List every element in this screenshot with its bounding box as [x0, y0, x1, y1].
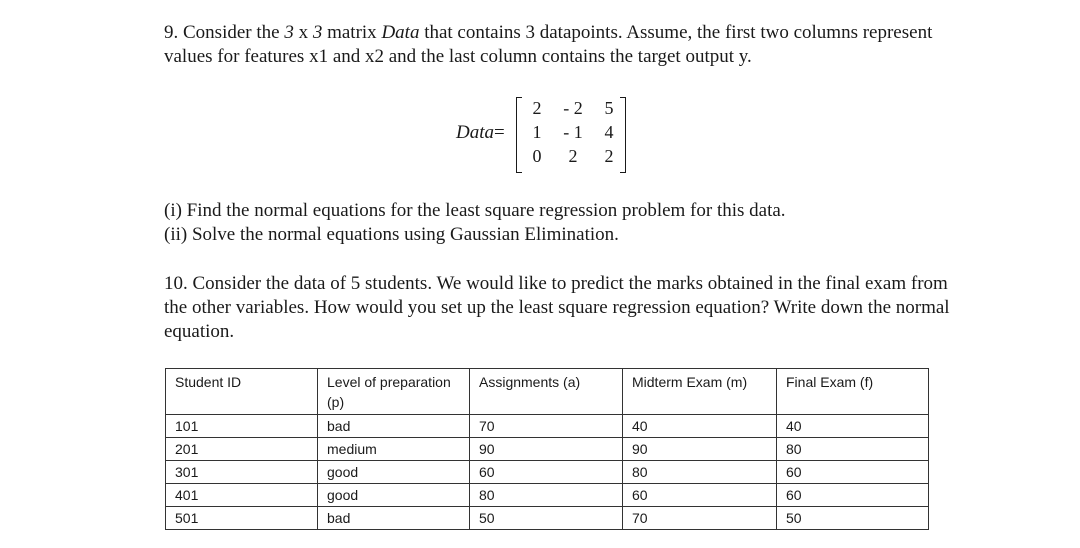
matrix-cell-r1c1: 2: [532, 98, 542, 118]
table-cell: 50: [777, 507, 929, 530]
table-cell: 80: [470, 484, 623, 507]
header-assignments: Assignments (a): [470, 369, 623, 415]
header-level-of-preparation: Level of preparation (p): [318, 369, 470, 415]
table-row: [166, 484, 929, 507]
header-student-id: Student ID: [166, 369, 318, 415]
table-cell: 60: [777, 461, 929, 484]
header-final-exam: Final Exam (f): [777, 369, 929, 415]
matrix-cell-r1c2: - 2: [563, 98, 583, 118]
table-cell: good: [318, 461, 470, 484]
table-cell: bad: [318, 415, 470, 438]
matrix-label: Data=: [456, 122, 505, 143]
table-cell: 301: [166, 461, 318, 484]
table-cell: 70: [623, 507, 777, 530]
header-midterm-exam: Midterm Exam (m): [623, 369, 777, 415]
question-9-part-ii: (ii) Solve the normal equations using Gaussian Elimination.: [164, 224, 619, 245]
matrix-cell-r2c3: 4: [604, 122, 614, 142]
table-header-row: [166, 369, 929, 415]
matrix-name: Data: [381, 22, 420, 43]
question-9-part-i: (i) Find the normal equations for the least square regression problem for this data.: [164, 200, 786, 221]
matrix-cell-r1c3: 5: [604, 98, 614, 118]
table-cell: 40: [623, 415, 777, 438]
question-9-parts: [164, 199, 954, 247]
data-matrix-label-block: [456, 95, 656, 173]
table-cell: 401: [166, 484, 318, 507]
matrix-dimension-rows: 3: [284, 22, 294, 43]
table-row: [166, 461, 929, 484]
table-row: [166, 507, 929, 530]
table-cell: 40: [777, 415, 929, 438]
question-9-text: 9. Consider the 3 x 3 matrix Data that contains 3 datapoints. Assume, the first two columns represent values for features x1 and x2 and the last column contains the target output y.: [164, 22, 933, 67]
table-cell: 60: [470, 461, 623, 484]
table-row: [166, 438, 929, 461]
matrix-cell-r2c2: - 1: [563, 122, 583, 142]
table-cell: 80: [623, 461, 777, 484]
table-cell: good: [318, 484, 470, 507]
table-cell: 80: [777, 438, 929, 461]
table-cell: 501: [166, 507, 318, 530]
table-cell: 60: [623, 484, 777, 507]
matrix-cell-r2c1: 1: [532, 122, 542, 142]
table-row: [166, 415, 929, 438]
matrix-cell-r3c2: 2: [568, 146, 578, 166]
table-cell: medium: [318, 438, 470, 461]
table-cell: 70: [470, 415, 623, 438]
table-cell: bad: [318, 507, 470, 530]
matrix-dimension-cols: 3: [312, 22, 323, 43]
table-cell: 101: [166, 415, 318, 438]
question-10-text: 10. Consider the data of 5 students. We would like to predict the marks obtained in the final exam from the other variables. How would you set up the least square regression equation? Write down the normal equation.: [164, 273, 950, 342]
table-cell: 50: [470, 507, 623, 530]
matrix-cell-r3c1: 0: [532, 146, 542, 166]
table-cell: 90: [623, 438, 777, 461]
table-cell: 90: [470, 438, 623, 461]
matrix-cell-r3c3: 2: [604, 146, 614, 166]
table-cell: 201: [166, 438, 318, 461]
student-data-table: [165, 368, 929, 530]
table-cell: 60: [777, 484, 929, 507]
